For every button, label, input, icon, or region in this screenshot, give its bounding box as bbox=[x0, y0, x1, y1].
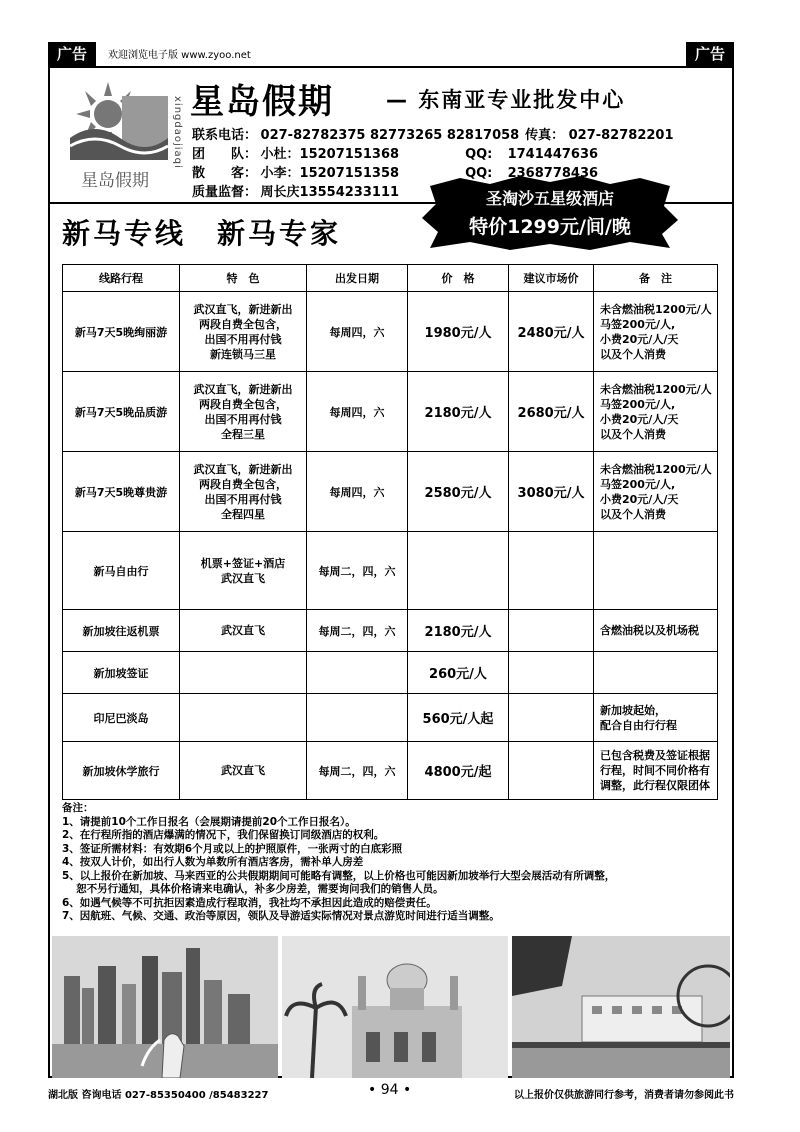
note-item: 7、因航班、气候、交通、政治等原因，领队及导游适实际情况对景点游览时间进行适当调整。 bbox=[62, 910, 500, 922]
photo-resort-harbor bbox=[512, 936, 730, 1078]
col-header-market: 建议市场价 bbox=[509, 265, 594, 292]
feature-cell: 机票+签证+酒店 武汉直飞 bbox=[180, 532, 307, 610]
contact-phone: 联系电话： 027-82782375 82773265 82817058 传真： 027-82782201 bbox=[192, 128, 674, 143]
table-row bbox=[63, 652, 718, 694]
footer-contact: 湖北版 咨询电话 027-85350400 /85483227 bbox=[48, 1090, 269, 1101]
date-cell: 每周二，四，六 bbox=[307, 532, 408, 610]
route-price-table bbox=[62, 264, 718, 800]
col-header-route: 线路行程 bbox=[63, 265, 180, 292]
market-price-cell: 2480元/人 bbox=[509, 292, 594, 372]
note-cell: 含燃油税以及机场税 bbox=[594, 610, 718, 652]
feature-cell: 武汉直飞 bbox=[180, 742, 307, 800]
contact-quality: 质量监督： 周长庆13554233111 bbox=[192, 185, 400, 200]
feature-cell bbox=[180, 694, 307, 742]
table-row bbox=[63, 372, 718, 452]
market-price-cell bbox=[509, 532, 594, 610]
contact-individual: 散 客： 小李：15207151358 QQ: 2368778436 bbox=[192, 166, 599, 181]
table-row bbox=[63, 742, 718, 800]
logo-text: 星岛假期 bbox=[81, 171, 149, 191]
note-cell: 未含燃油税1200元/人 马签200元/人, 小费20元/人/天 以及个人消费 bbox=[594, 372, 718, 452]
note-cell: 已包含税费及签证根据 行程，时间不同价格有 调整，此行程仅限团体 bbox=[594, 742, 718, 800]
date-cell: 每周二，四，六 bbox=[307, 610, 408, 652]
route-cell: 印尼巴淡岛 bbox=[63, 694, 180, 742]
brand-tagline: — 东南亚专业批发中心 bbox=[386, 88, 626, 112]
note-item: 6、如遇气候等不可抗拒因素造成行程取消，我社均不承担因此造成的赔偿责任。 bbox=[62, 896, 437, 909]
price-cell: 2180元/人 bbox=[408, 610, 509, 652]
table-row bbox=[63, 610, 718, 652]
top-bar bbox=[48, 42, 734, 68]
price-cell: 2180元/人 bbox=[408, 372, 509, 452]
route-cell: 新加坡休学旅行 bbox=[63, 742, 180, 800]
market-price-cell bbox=[509, 610, 594, 652]
note-item: 恕不另行通知，具体价格请来电确认，补多少房差，需要询问我们的销售人员。 bbox=[62, 883, 444, 895]
date-cell: 每周二，四，六 bbox=[307, 742, 408, 800]
market-price-cell: 2680元/人 bbox=[509, 372, 594, 452]
notes-section bbox=[62, 802, 732, 924]
note-cell: 未含燃油税1200元/人 马签200元/人, 小费20元/人/天 以及个人消费 bbox=[594, 452, 718, 532]
note-item: 3、签证所需材料：有效期6个月或以上的护照原件，一张两寸的白底彩照 bbox=[62, 842, 403, 855]
price-cell: 260元/人 bbox=[408, 652, 509, 694]
col-header-feature: 特 色 bbox=[180, 265, 307, 292]
note-cell: 新加坡起始， 配合自由行行程 bbox=[594, 694, 718, 742]
feature-cell: 武汉直飞 bbox=[180, 610, 307, 652]
photo-merlion-skyline bbox=[52, 936, 278, 1078]
route-cell: 新马7天5晚尊贵游 bbox=[63, 452, 180, 532]
market-price-cell: 3080元/人 bbox=[509, 452, 594, 532]
hotel-promo-line2: 特价1299元/间/晚 bbox=[469, 216, 631, 238]
note-item: 4、按双人计价，如出行人数为单数所有酒店客房，需补单人房差 bbox=[62, 856, 364, 868]
page-number: • 94 • bbox=[368, 1082, 412, 1098]
col-header-note: 备 注 bbox=[594, 265, 718, 292]
footer-disclaimer: 以上报价仅供旅游同行参考，消费者请勿参阅此书 bbox=[514, 1090, 734, 1101]
feature-cell: 武汉直飞，新进新出 两段自费全包含， 出国不用再付钱 全程四星 bbox=[180, 452, 307, 532]
market-price-cell bbox=[509, 694, 594, 742]
date-cell: 每周四，六 bbox=[307, 372, 408, 452]
feature-cell: 武汉直飞，新进新出 两段自费全包含， 出国不用再付钱 新连锁马三星 bbox=[180, 292, 307, 372]
route-cell: 新马7天5晚绚丽游 bbox=[63, 292, 180, 372]
ad-label-left: 广告 bbox=[48, 42, 96, 66]
section-title: 新马专线 新马专家 bbox=[62, 217, 342, 250]
date-cell: 每周四，六 bbox=[307, 452, 408, 532]
date-cell: 每周四，六 bbox=[307, 292, 408, 372]
market-price-cell bbox=[509, 652, 594, 694]
table-row bbox=[63, 452, 718, 532]
price-cell: 560元/人起 bbox=[408, 694, 509, 742]
photo-strip bbox=[52, 936, 730, 1078]
col-header-date: 出发日期 bbox=[307, 265, 408, 292]
route-cell: 新马7天5晚品质游 bbox=[63, 372, 180, 452]
hotel-promo-badge bbox=[420, 176, 680, 250]
price-cell: 2580元/人 bbox=[408, 452, 509, 532]
contact-team: 团 队： 小杜：15207151368 QQ: 1741447636 bbox=[192, 147, 599, 162]
route-cell: 新马自由行 bbox=[63, 532, 180, 610]
note-cell: 未含燃油税1200元/人 马签200元/人, 小费20元/人/天 以及个人消费 bbox=[594, 292, 718, 372]
logo bbox=[60, 76, 183, 196]
site-line[interactable]: 欢迎浏览电子版 www.zyoo.net bbox=[108, 50, 251, 61]
price-cell: 1980元/人 bbox=[408, 292, 509, 372]
hotel-promo-line1: 圣淘沙五星级酒店 bbox=[485, 189, 614, 208]
market-price-cell bbox=[509, 742, 594, 800]
feature-cell bbox=[180, 652, 307, 694]
col-header-price: 价 格 bbox=[408, 265, 509, 292]
date-cell bbox=[307, 652, 408, 694]
sun-wave-logo-icon bbox=[60, 76, 170, 166]
ad-label-right: 广告 bbox=[686, 42, 734, 66]
note-cell bbox=[594, 652, 718, 694]
table-row bbox=[63, 694, 718, 742]
table-row bbox=[63, 292, 718, 372]
brand-name: 星岛假期 bbox=[190, 82, 334, 122]
note-item: 1、请提前10个工作日报名（会展期请提前20个工作日报名）。 bbox=[62, 815, 356, 828]
date-cell bbox=[307, 694, 408, 742]
table-row bbox=[63, 532, 718, 610]
route-cell: 新加坡往返机票 bbox=[63, 610, 180, 652]
photo-mosque bbox=[282, 936, 508, 1078]
table-header-row bbox=[63, 265, 718, 292]
note-item: 2、在行程所指的酒店爆满的情况下，我们保留换订同级酒店的权利。 bbox=[62, 829, 385, 841]
note-cell bbox=[594, 532, 718, 610]
price-cell bbox=[408, 532, 509, 610]
notes-title: 备注： bbox=[62, 802, 94, 814]
note-item: 5、以上报价在新加坡、马来西亚的公共假期期间可能略有调整，以上价格也可能因新加坡举行大型会展活动有所调整， bbox=[62, 869, 616, 882]
route-cell: 新加坡签证 bbox=[63, 652, 180, 694]
feature-cell: 武汉直飞，新进新出 两段自费全包含， 出国不用再付钱 全程三星 bbox=[180, 372, 307, 452]
logo-vertical-text: xingdaojiaqi bbox=[172, 96, 183, 169]
price-cell: 4800元/起 bbox=[408, 742, 509, 800]
